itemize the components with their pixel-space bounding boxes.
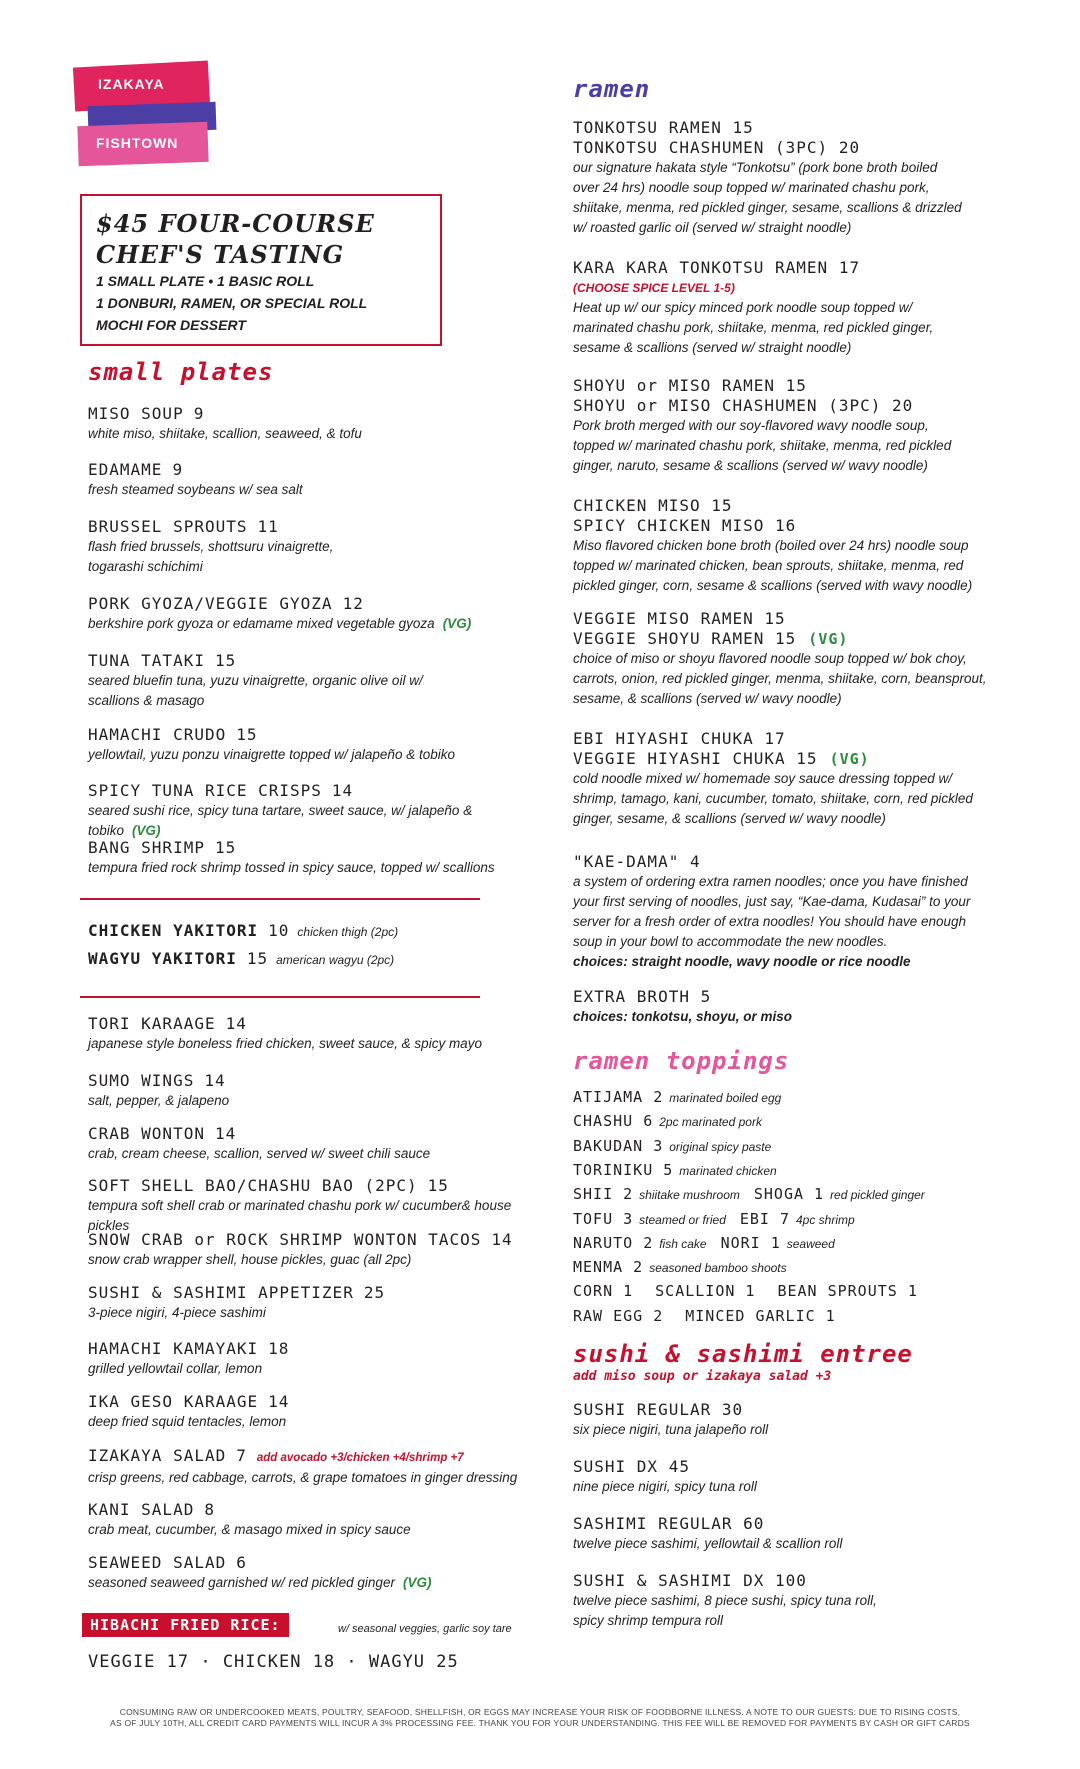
- item-price: 14: [225, 1014, 247, 1033]
- topping-row: [573, 1307, 858, 1325]
- item-name-line: [88, 949, 394, 970]
- item-price: 9: [193, 404, 205, 423]
- item-name: KANI SALAD: [88, 1500, 195, 1519]
- topping-name: CHASHU: [573, 1112, 634, 1131]
- item-description: cold noodle mixed w/ homemade soy sauce dressing topped w/: [573, 771, 952, 786]
- item-description: shrimp, tamago, kani, cucumber, tomato, shiitake, corn, red pickled: [573, 791, 973, 806]
- ramen-item: [573, 118, 1013, 238]
- ramen-item: [573, 852, 1013, 972]
- item-name-line: [573, 138, 1013, 158]
- item-name: SASHIMI REGULAR 60: [573, 1514, 765, 1533]
- hibachi-prices: VEGGIE 17 · CHICKEN 18 · WAGYU 25: [88, 1652, 459, 1672]
- item-description: spicy shrimp tempura roll: [573, 1613, 724, 1628]
- menu-item: [88, 781, 508, 841]
- item-description: Miso flavored chicken bone broth (boiled over 24 hrs) noodle soup: [573, 538, 969, 553]
- item-name: CHICKEN MISO 15: [573, 496, 733, 515]
- topping-name: RAW EGG: [573, 1306, 644, 1325]
- topping-price: 2: [653, 1306, 664, 1325]
- item-description: pickled ginger, corn, sesame & scallions (served with wavy noodle): [573, 578, 973, 593]
- item-name-line: [88, 1553, 528, 1573]
- item-name: SUSHI & SASHIMI APPETIZER: [88, 1283, 354, 1302]
- item-description: [88, 1359, 528, 1379]
- item-name-line: [88, 781, 508, 801]
- item-price: 15: [246, 949, 269, 968]
- topping-desc: marinated boiled egg: [669, 1091, 782, 1105]
- topping-name: BAKUDAN: [573, 1136, 644, 1155]
- item-description: marinated chashu pork, shiitake, menma, red pickled ginger,: [573, 320, 934, 335]
- topping-name: SHOGA: [753, 1185, 805, 1204]
- topping-desc: marinated chicken: [679, 1163, 777, 1178]
- item-desc-text: yellowtail, yuzu ponzu vinaigrette topped w/ jalapeño & tobiko: [88, 747, 455, 762]
- item-choices: choices: tonkotsu, shoyu, or miso: [573, 1009, 793, 1024]
- vg-tag: (VG): [808, 630, 849, 648]
- item-price: 9: [172, 460, 184, 479]
- item-description: Heat up w/ our spicy minced pork noodle soup topped w/: [573, 300, 913, 315]
- menu-item: [88, 460, 508, 500]
- item-name: SHOYU or MISO CHASHUMEN (3PC) 20: [573, 396, 914, 415]
- item-name: HAMACHI KAMAYAKI: [88, 1339, 259, 1358]
- item-description: choice of miso or shoyu flavored noodle soup topped w/ bok choy,: [573, 651, 967, 666]
- menu-item: [88, 517, 508, 577]
- item-name-line: [573, 396, 1013, 416]
- item-description: [88, 1573, 528, 1593]
- item-name: EXTRA BROTH 5: [573, 987, 712, 1006]
- topping-name: MINCED GARLIC: [685, 1306, 816, 1325]
- item-description: [88, 480, 508, 500]
- item-description: [88, 1034, 528, 1054]
- topping-name: SHII: [573, 1185, 614, 1204]
- item-name: VEGGIE SHOYU RAMEN 15: [573, 629, 797, 648]
- topping-name: TORINIKU: [573, 1160, 654, 1179]
- item-description: twelve piece sashimi, 8 piece sushi, spicy tuna roll,: [573, 1593, 877, 1608]
- topping-name: ATIJAMA: [573, 1088, 644, 1106]
- item-description: soup in your bowl to accommodate the new noodles.: [573, 934, 888, 949]
- item-desc-text: snow crab wrapper shell, house pickles, guac (all 2pc): [88, 1252, 412, 1267]
- item-name: MISO SOUP: [88, 404, 184, 423]
- item-price: 15: [214, 651, 237, 670]
- topping-name: NORI: [720, 1233, 761, 1252]
- tasting-title-1: $45 FOUR-COURSE: [96, 209, 375, 238]
- item-description: a system of ordering extra ramen noodles; once you have finished: [573, 874, 968, 889]
- item-desc-text: deep fried squid tentacles, lemon: [88, 1414, 287, 1429]
- item-name-line: [88, 838, 508, 858]
- item-desc-text: crab, cream cheese, scallion, served w/ sweet chili sauce: [88, 1146, 431, 1161]
- ramen-item: [573, 987, 1013, 1027]
- topping-desc: shiitake mushroom: [639, 1188, 740, 1203]
- item-desc-text: salt, pepper, & jalapeno: [88, 1093, 230, 1108]
- item-name-line: [88, 1283, 528, 1303]
- item-name: IZAKAYA SALAD: [88, 1446, 227, 1465]
- item-description: topped w/ marinated chicken, bean sprouts, shiitake, menma, red: [573, 558, 964, 573]
- tasting-line: 1 SMALL PLATE • 1 BASIC ROLL: [96, 273, 315, 289]
- item-name: PORK GYOZA/VEGGIE GYOZA: [88, 594, 333, 613]
- item-desc-text: japanese style boneless fried chicken, sweet sauce, & spicy mayo: [88, 1036, 482, 1051]
- topping-row: [573, 1234, 849, 1252]
- item-name: SUSHI & SASHIMI DX 100: [573, 1571, 807, 1590]
- ramen-item: [573, 376, 1013, 476]
- topping-price: 2: [633, 1258, 644, 1277]
- menu-item: [88, 1392, 528, 1432]
- tasting-line: 1 DONBURI, RAMEN, OR SPECIAL ROLL: [96, 295, 368, 311]
- topping-price: 1: [745, 1282, 756, 1301]
- item-description: nine piece nigiri, spicy tuna roll: [573, 1479, 757, 1494]
- item-name: BANG SHRIMP: [88, 838, 205, 857]
- item-desc-text: 3-piece nigiri, 4-piece sashimi: [88, 1305, 266, 1320]
- item-name-line: [88, 517, 508, 537]
- sushi-item: [573, 1514, 1013, 1554]
- item-description: our signature hakata style “Tonkotsu” (pork bone broth boiled: [573, 160, 938, 175]
- item-note: american wagyu (2pc): [276, 953, 395, 967]
- topping-name: NARUTO: [573, 1233, 634, 1252]
- divider: [80, 996, 480, 998]
- item-description: [88, 424, 508, 444]
- item-price: 15: [427, 1176, 449, 1195]
- menu-item: [88, 921, 398, 942]
- item-price: 14: [331, 781, 354, 800]
- menu-item: [88, 1071, 528, 1111]
- item-description: sesame, & scallions (served w/ wavy noodle): [573, 691, 842, 706]
- item-description: togarashi schichimi: [88, 559, 203, 574]
- item-name: SNOW CRAB or ROCK SHRIMP WONTON TACOS: [88, 1230, 482, 1249]
- item-note: add avocado +3/chicken +4/shrimp +7: [256, 1452, 464, 1464]
- topping-row: [573, 1161, 791, 1179]
- item-description: [88, 671, 508, 691]
- topping-price: 1: [907, 1282, 918, 1301]
- topping-price: 7: [779, 1209, 790, 1228]
- topping-desc: fish cake: [659, 1236, 707, 1251]
- topping-desc: 2pc marinated pork: [659, 1115, 762, 1130]
- topping-row: [573, 1088, 795, 1106]
- topping-row: [573, 1282, 940, 1300]
- topping-desc: seaweed: [786, 1236, 835, 1251]
- item-price: 18: [268, 1339, 290, 1358]
- topping-name: MENMA: [573, 1258, 624, 1277]
- topping-name: EBI: [739, 1209, 770, 1228]
- topping-price: 3: [653, 1136, 664, 1155]
- item-desc-text: tempura soft shell crab or marinated chashu pork w/ cucumber& house pickles: [88, 1198, 512, 1233]
- item-name-line: [88, 1176, 528, 1196]
- item-description: [88, 1303, 528, 1323]
- menu-item: [88, 838, 508, 878]
- logo: [74, 64, 219, 170]
- item-choices: choices: straight noodle, wavy noodle or rice noodle: [573, 954, 911, 969]
- item-name-line: [88, 1230, 528, 1250]
- item-desc-text: fresh steamed soybeans w/ sea salt: [88, 482, 303, 497]
- item-name-line: [88, 1339, 528, 1359]
- item-description: [88, 1468, 528, 1488]
- sushi-item: [573, 1457, 1013, 1497]
- tasting-title-2: CHEF'S TASTING: [96, 240, 345, 269]
- topping-price: 3: [623, 1209, 634, 1228]
- vg-tag: (VG): [402, 1575, 432, 1590]
- item-price: 6: [236, 1553, 247, 1572]
- tasting-line: MOCHI FOR DESSERT: [96, 317, 246, 333]
- topping-name: CORN: [573, 1282, 614, 1301]
- item-description: [88, 537, 508, 557]
- menu-item: [88, 949, 394, 970]
- ramen-item: [573, 729, 1013, 829]
- item-name: TONKOTSU RAMEN 15: [573, 118, 754, 137]
- topping-price: 1: [770, 1233, 781, 1252]
- topping-desc: original spicy paste: [669, 1139, 772, 1154]
- item-price: 14: [491, 1230, 513, 1249]
- menu-item: [88, 1230, 528, 1270]
- item-name-line: [88, 1124, 528, 1144]
- item-desc-text: seasoned seaweed garnished w/ red pickled ginger: [88, 1575, 395, 1590]
- hibachi-label: HIBACHI FRIED RICE:: [82, 1613, 289, 1637]
- item-name: SPICY CHICKEN MISO 16: [573, 516, 797, 535]
- item-description: your first serving of noodles, just say, “Kae-dama, Kudasai” to your: [573, 894, 971, 909]
- item-description: twelve piece sashimi, yellowtail & scallion roll: [573, 1536, 843, 1551]
- topping-name: SCALLION: [655, 1282, 736, 1301]
- topping-price: 6: [643, 1112, 654, 1131]
- item-description: shiitake, menma, red pickled ginger, sesame, scallions & drizzled: [573, 200, 962, 215]
- item-name: TONKOTSU CHASHUMEN (3PC) 20: [573, 138, 861, 157]
- item-description: scallions & masago: [88, 693, 205, 708]
- item-description: ginger, naruto, sesame & scallions (served w/ wavy noodle): [573, 458, 928, 473]
- item-description: [88, 745, 508, 765]
- item-name: SPICY TUNA RICE CRISPS: [88, 781, 322, 800]
- item-name: CRAB WONTON: [88, 1124, 205, 1143]
- item-price: 7: [236, 1446, 247, 1465]
- item-price: 14: [214, 1124, 237, 1143]
- chef-tasting-box: [80, 194, 442, 346]
- item-name: SHOYU or MISO RAMEN 15: [573, 376, 807, 395]
- footer-disclaimer: [60, 1707, 1020, 1729]
- topping-row: [573, 1258, 801, 1276]
- menu-item: [88, 651, 508, 711]
- menu-item: [88, 1283, 528, 1323]
- item-description: topped w/ marinated chashu pork, shiitake, menma, red pickled: [573, 438, 952, 453]
- item-name-line: [573, 516, 1013, 536]
- item-desc-text: white miso, shiitake, scallion, seaweed, & tofu: [88, 426, 362, 441]
- item-price: 15: [236, 725, 258, 744]
- menu-item: [88, 404, 508, 444]
- topping-price: 2: [653, 1088, 664, 1106]
- topping-row: [573, 1185, 939, 1203]
- item-name-line: [573, 749, 1013, 769]
- vg-tag: (VG): [132, 823, 161, 838]
- item-name-line: [88, 725, 508, 745]
- menu-item: [88, 1176, 528, 1236]
- footer-line: CONSUMING RAW OR UNDERCOOKED MEATS, POULTRY, SEAFOOD, SHELLFISH, OR EGGS MAY INCREASE YOUR RISK OF FOODBORNE ILLNESS. A NOTE TO OUR GUESTS: DUE TO RISING COSTS,: [119, 1707, 961, 1717]
- sushi-subheading: add miso soup or izakaya salad +3: [573, 1369, 832, 1384]
- item-name: SUMO WINGS: [88, 1071, 195, 1090]
- item-name: KARA KARA TONKOTSU RAMEN 17: [573, 258, 861, 277]
- menu-item: [88, 594, 508, 634]
- item-name-line: [88, 921, 398, 942]
- sushi-heading: sushi & sashimi entree: [573, 1340, 913, 1368]
- topping-desc: steamed or fried: [639, 1212, 726, 1227]
- item-name: IKA GESO KARAAGE: [88, 1392, 259, 1411]
- item-name: SEAWEED SALAD: [88, 1553, 227, 1572]
- item-name: "KAE-DAMA" 4: [573, 852, 701, 871]
- item-price: 15: [214, 838, 237, 857]
- topping-price: 1: [825, 1306, 836, 1325]
- item-price: 8: [204, 1500, 215, 1519]
- item-name: TORI KARAAGE: [88, 1014, 216, 1033]
- menu-item: [88, 1014, 528, 1054]
- item-description: carrots, onion, red pickled ginger, menma, shiitake, corn, beansprout,: [573, 671, 987, 686]
- item-name: SOFT SHELL BAO/CHASHU BAO (2PC): [88, 1176, 418, 1195]
- item-desc-text: flash fried brussels, shottsuru vinaigrette,: [88, 539, 334, 554]
- menu-item: [88, 1339, 528, 1379]
- item-desc-text: seared bluefin tuna, yuzu vinaigrette, organic olive oil w/: [88, 673, 423, 688]
- small-plates-heading: small plates: [88, 358, 274, 386]
- topping-price: 1: [814, 1185, 825, 1204]
- topping-desc: seasoned bamboo shoots: [649, 1261, 787, 1276]
- item-desc-text: crab meat, cucumber, & masago mixed in spicy sauce: [88, 1522, 411, 1537]
- item-name-line: [573, 629, 1013, 649]
- topping-desc: 4pc shrimp: [796, 1212, 855, 1227]
- menu-item: [88, 1500, 528, 1540]
- item-description: [88, 1520, 528, 1540]
- item-price: 12: [342, 594, 364, 613]
- topping-desc: red pickled ginger: [830, 1188, 925, 1203]
- logo-bottom-text: FISHTOWN: [96, 135, 179, 151]
- menu-item: [88, 1446, 528, 1488]
- menu-item: [88, 725, 508, 765]
- topping-price: 5: [663, 1160, 674, 1179]
- item-name-line: [88, 460, 508, 480]
- item-name: SUSHI DX 45: [573, 1457, 690, 1476]
- topping-name: BEAN SPROUTS: [777, 1282, 898, 1301]
- topping-price: 1: [623, 1282, 634, 1301]
- item-desc-text: seared sushi rice, spicy tuna tartare, sweet sauce, w/ jalapeño & tobiko: [88, 803, 473, 838]
- item-description: [88, 1144, 528, 1164]
- divider: [80, 898, 480, 900]
- hibachi-note: w/ seasonal veggies, garlic soy tare: [338, 1623, 512, 1635]
- topping-name: TOFU: [573, 1209, 614, 1228]
- item-description: Pork broth merged with our soy-flavored wavy noodle soup,: [573, 418, 929, 433]
- ramen-item: [573, 496, 1013, 596]
- menu-item: [88, 1553, 528, 1593]
- item-description: six piece nigiri, tuna jalapeño roll: [573, 1422, 769, 1437]
- item-name: WAGYU YAKITORI: [88, 949, 237, 968]
- topping-price: 2: [623, 1185, 634, 1204]
- item-name: CHICKEN YAKITORI: [88, 921, 259, 940]
- ramen-item: [573, 609, 1013, 709]
- item-description: [88, 1250, 528, 1270]
- item-note: chicken thigh (2pc): [297, 925, 399, 939]
- item-name: SUSHI REGULAR 30: [573, 1400, 744, 1419]
- item-price: 14: [268, 1392, 290, 1411]
- item-desc-text: grilled yellowtail collar, lemon: [88, 1361, 263, 1376]
- item-description: [88, 1091, 528, 1111]
- item-name: HAMACHI CRUDO: [88, 725, 227, 744]
- item-price: 14: [204, 1071, 226, 1090]
- item-name-line: [88, 1500, 528, 1520]
- item-name-line: [88, 1014, 528, 1034]
- item-name-line: [88, 1392, 528, 1412]
- topping-row: [573, 1137, 785, 1155]
- vg-tag: (VG): [442, 616, 472, 631]
- toppings-heading: ramen toppings: [573, 1047, 790, 1075]
- item-description: [88, 858, 508, 878]
- item-desc-text: berkshire pork gyoza or edamame mixed vegetable gyoza: [88, 616, 435, 631]
- topping-row: [573, 1112, 776, 1130]
- item-description: server for a fresh order of extra noodles! You should have enough: [573, 914, 967, 929]
- item-description: over 24 hrs) noodle soup topped w/ marinated chashu pork,: [573, 180, 930, 195]
- item-description: sesame & scallions (served w/ straight noodle): [573, 340, 852, 355]
- ramen-item: [573, 258, 1013, 358]
- item-name-line: [88, 1071, 528, 1091]
- item-description: [88, 801, 508, 841]
- ramen-heading: ramen: [573, 75, 651, 103]
- sushi-item: [573, 1400, 1013, 1440]
- item-name-line: [88, 404, 508, 424]
- spice-note: (CHOOSE SPICE LEVEL 1-5): [573, 281, 735, 295]
- sushi-item: [573, 1571, 1013, 1631]
- item-name: EBI HIYASHI CHUKA 17: [573, 729, 786, 748]
- item-name: BRUSSEL SPROUTS: [88, 517, 248, 536]
- item-name-line: [88, 1446, 528, 1468]
- topping-row: [573, 1210, 869, 1228]
- footer-line: AS OF JULY 10TH, ALL CREDIT CARD PAYMENTS WILL INCUR A 3% PROCESSING FEE. THANK YOU FOR YOUR UNDERSTANDING. THIS FEE WILL BE REMOVED FOR PAYMENTS BY CASH OR GIFT CARDS: [110, 1718, 970, 1728]
- item-name-line: [88, 651, 508, 671]
- item-price: 10: [268, 921, 290, 940]
- item-name-line: [88, 594, 508, 614]
- item-name: EDAMAME: [88, 460, 163, 479]
- item-price: 11: [257, 517, 279, 536]
- menu-item: [88, 1124, 528, 1164]
- topping-price: 2: [643, 1233, 654, 1252]
- vg-tag: (VG): [829, 750, 870, 768]
- item-description: [88, 1412, 528, 1432]
- item-description: w/ roasted garlic oil (served w/ straight noodle): [573, 220, 852, 235]
- item-name: VEGGIE HIYASHI CHUKA 15: [573, 749, 818, 768]
- item-name: TUNA TATAKI: [88, 651, 205, 670]
- item-price: 25: [363, 1283, 386, 1302]
- item-desc-text: crisp greens, red cabbage, carrots, & grape tomatoes in ginger dressing: [88, 1470, 518, 1485]
- logo-top-text: IZAKAYA: [98, 76, 165, 92]
- item-description: [88, 614, 508, 634]
- item-name: VEGGIE MISO RAMEN 15: [573, 609, 786, 628]
- item-desc-text: tempura fried rock shrimp tossed in spicy sauce, topped w/ scallions: [88, 860, 495, 875]
- item-description: ginger, sesame, & scallions (served w/ wavy noodle): [573, 811, 886, 826]
